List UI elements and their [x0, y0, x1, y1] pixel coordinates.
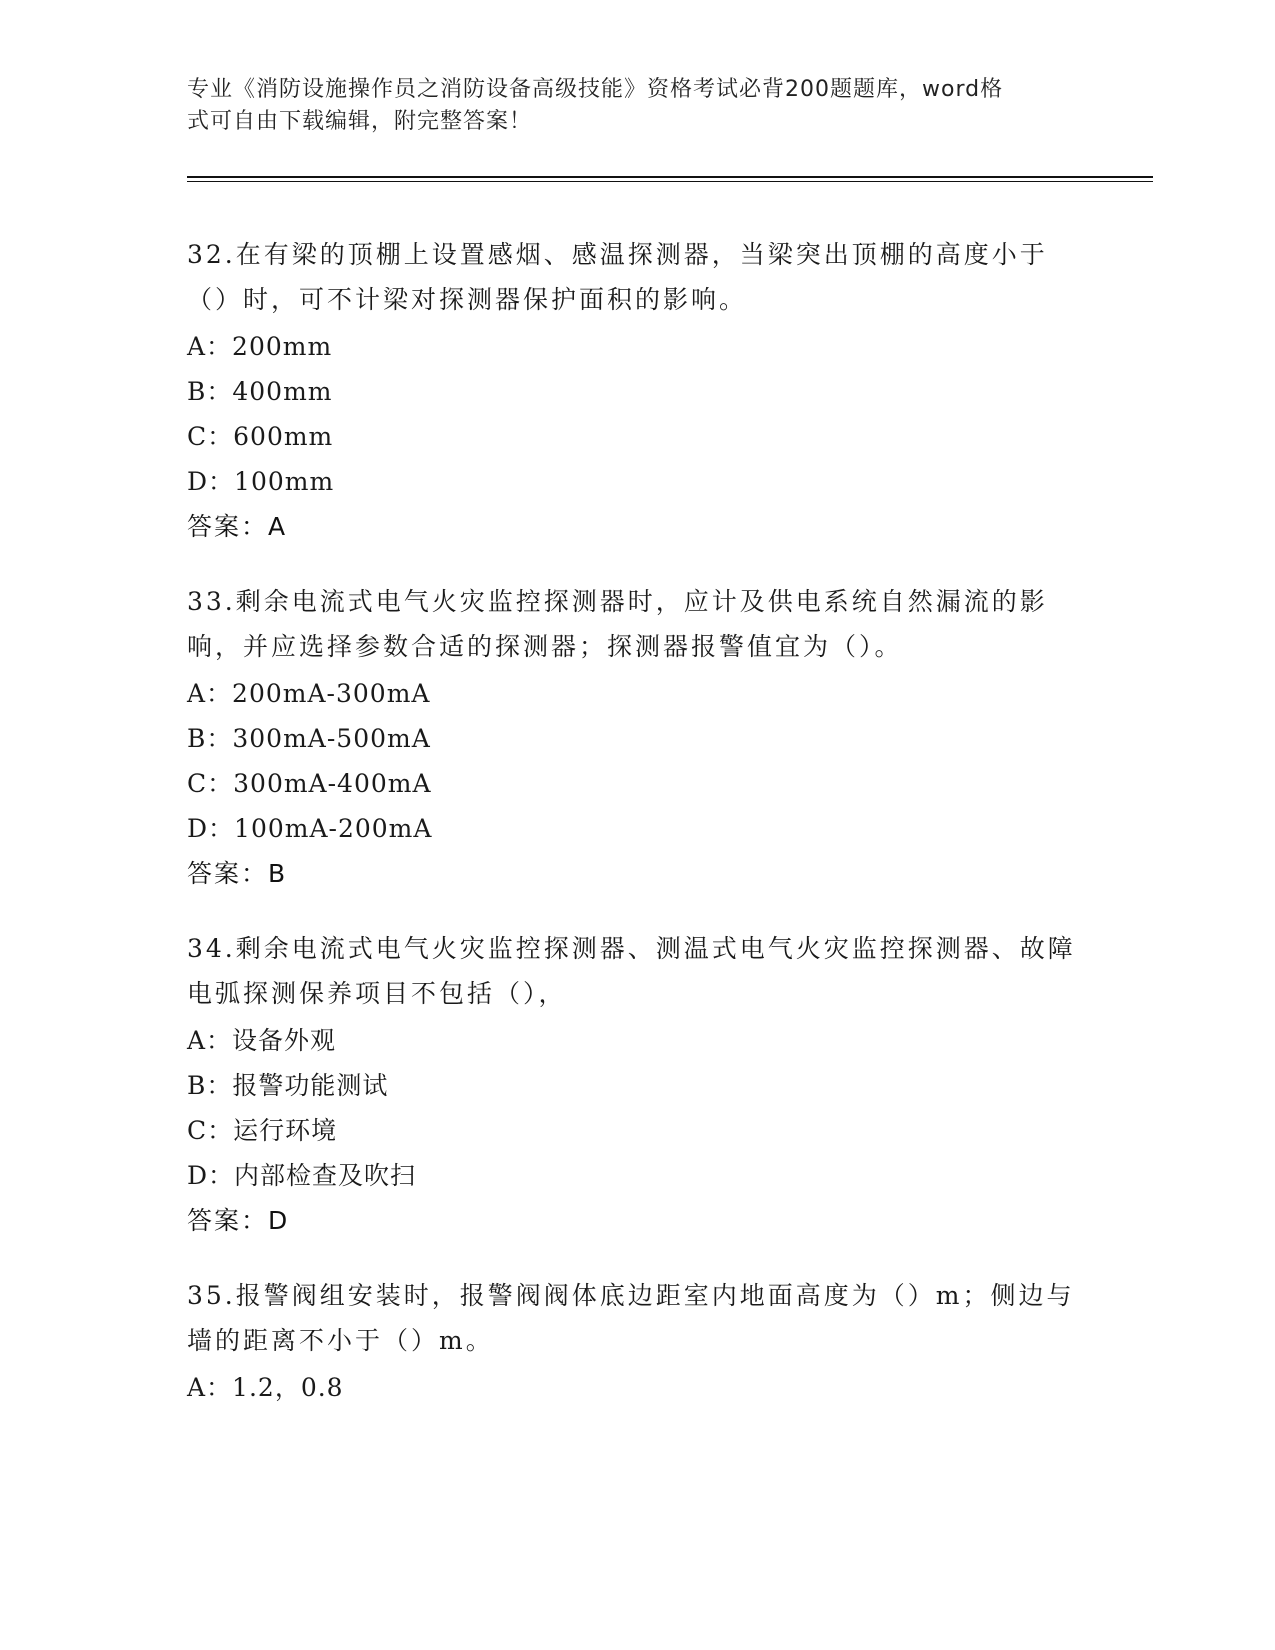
answer-line: 答案：D: [187, 1206, 290, 1235]
option-b: B：300mA-500mA: [187, 724, 431, 753]
option-a: A：1.2，0.8: [187, 1373, 344, 1402]
question-list: [187, 232, 1087, 1440]
question-stem: 33.剩余电流式电气火灾监控探测器时，应计及供电系统自然漏流的影响，并应选择参数合适的探测器；探测器报警值宜为（）。: [187, 587, 1048, 661]
option-a: A：200mA-300mA: [187, 679, 431, 708]
option-d: D：100mA-200mA: [187, 814, 433, 843]
option-c: C：600mm: [187, 422, 334, 451]
question-35: [187, 1273, 1087, 1410]
option-c: C：300mA-400mA: [187, 769, 432, 798]
header-divider-thin: [187, 181, 1153, 182]
question-33: [187, 579, 1087, 896]
header-line-1: 专业《消防设施操作员之消防设备高级技能》资格考试必背200题题库，word格: [187, 77, 1004, 102]
option-b: B：报警功能测试: [187, 1071, 389, 1100]
option-a: A：设备外观: [187, 1026, 337, 1055]
option-c: C：运行环境: [187, 1116, 338, 1145]
answer-line: 答案：B: [187, 859, 288, 888]
header-divider-thick: [187, 176, 1153, 178]
option-a: A：200mm: [187, 332, 333, 361]
question-stem: 32.在有梁的顶棚上设置感烟、感温探测器，当梁突出顶棚的高度小于（）时，可不计梁对探测器保护面积的影响。: [187, 240, 1048, 314]
question-34: [187, 926, 1087, 1243]
header-line-2: 式可自由下载编辑，附完整答案！: [187, 109, 533, 134]
answer-line: 答案：A: [187, 512, 288, 541]
document-header: [187, 74, 1067, 138]
question-stem: 35.报警阀组安装时，报警阀阀体底边距室内地面高度为（）m；侧边与墙的距离不小于（）m。: [187, 1281, 1075, 1355]
option-d: D：100mm: [187, 467, 335, 496]
option-b: B：400mm: [187, 377, 333, 406]
question-32: [187, 232, 1087, 549]
question-stem: 34.剩余电流式电气火灾监控探测器、测温式电气火灾监控探测器、故障电弧探测保养项目不包括（），: [187, 934, 1076, 1008]
option-d: D：内部检查及吹扫: [187, 1161, 417, 1190]
